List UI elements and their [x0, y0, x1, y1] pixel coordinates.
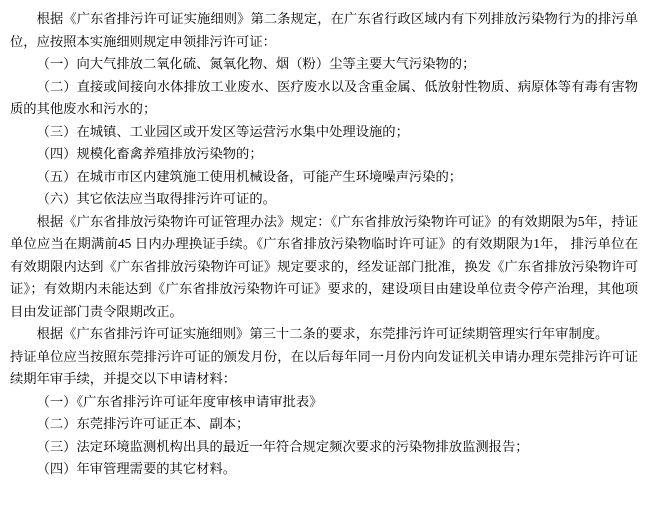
- list-item-4: （四）规模化畜禽养殖排放污染物的；: [36, 146, 263, 161]
- material-item-1: （一）《广东省排污许可证年度审核申请审批表》: [36, 393, 323, 409]
- paragraph-renewal-procedure: 持证单位应当按照东莞排污许可证的颁发月份，在以后每年同一月份内向发证机关申请办理东莞排污许可证续期年审手续，并提交以下申请材料：: [10, 348, 638, 386]
- material-item-4: （四）年审管理需要的其它材料。: [36, 461, 237, 476]
- paragraph-annual-review: 根据《广东省排污许可证实施细则》第三十二条的要求，东莞排污许可证续期管理实行年审制度。: [36, 326, 609, 341]
- list-item-5: （五）在城市市区内建筑施工使用机械设备，可能产生环境噪声污染的；: [36, 168, 463, 184]
- material-item-3: （三）法定环境监测机构出具的最近一年符合规定频次要求的污染物排放监测报告；: [36, 438, 529, 454]
- list-item-6: （六）其它依法应当取得排污许可证的。: [36, 191, 276, 206]
- list-item-2: （二）直接或间接向水体排放工业废水、医疗废水以及含重金属、低放射性物质、病原体等有毒有害物质的其他废水和污水的；: [10, 78, 638, 116]
- material-item-2: （二）东莞排污许可证正本、副本；: [36, 416, 250, 431]
- list-item-3: （三）在城镇、工业园区或开发区等运营污水集中处理设施的；: [36, 123, 409, 139]
- paragraph-intro: 根据《广东省排污许可证实施细则》第二条规定，在广东省行政区域内有下列排放污染物行为的排污单位，应按照本实施细则规定申领排污许可证：: [10, 11, 638, 49]
- list-item-1: （一）向大气排放二氧化硫、氮氧化物、烟（粉）尘等主要大气污染物的；: [36, 56, 476, 71]
- paragraph-validity-period: 根据《广东省排放污染物许可证管理办法》规定：《广东省排放污染物许可证》的有效期限为5年，持证单位应当在期满前45 日内办理换证手续。《广东省排放污染物临时许可证》的有效期限为1年， 排污单位在有效期限内达到《广东省排放污染物许可证》规定要求的，经发证部门批准，换发《广东省排放污染物许可证》；有效期内未能达到《广东省排放污染物许可证》要求的，建设项目由建设单位责令停产治理，其他项目由发证部门责令限期改正。: [10, 213, 638, 319]
